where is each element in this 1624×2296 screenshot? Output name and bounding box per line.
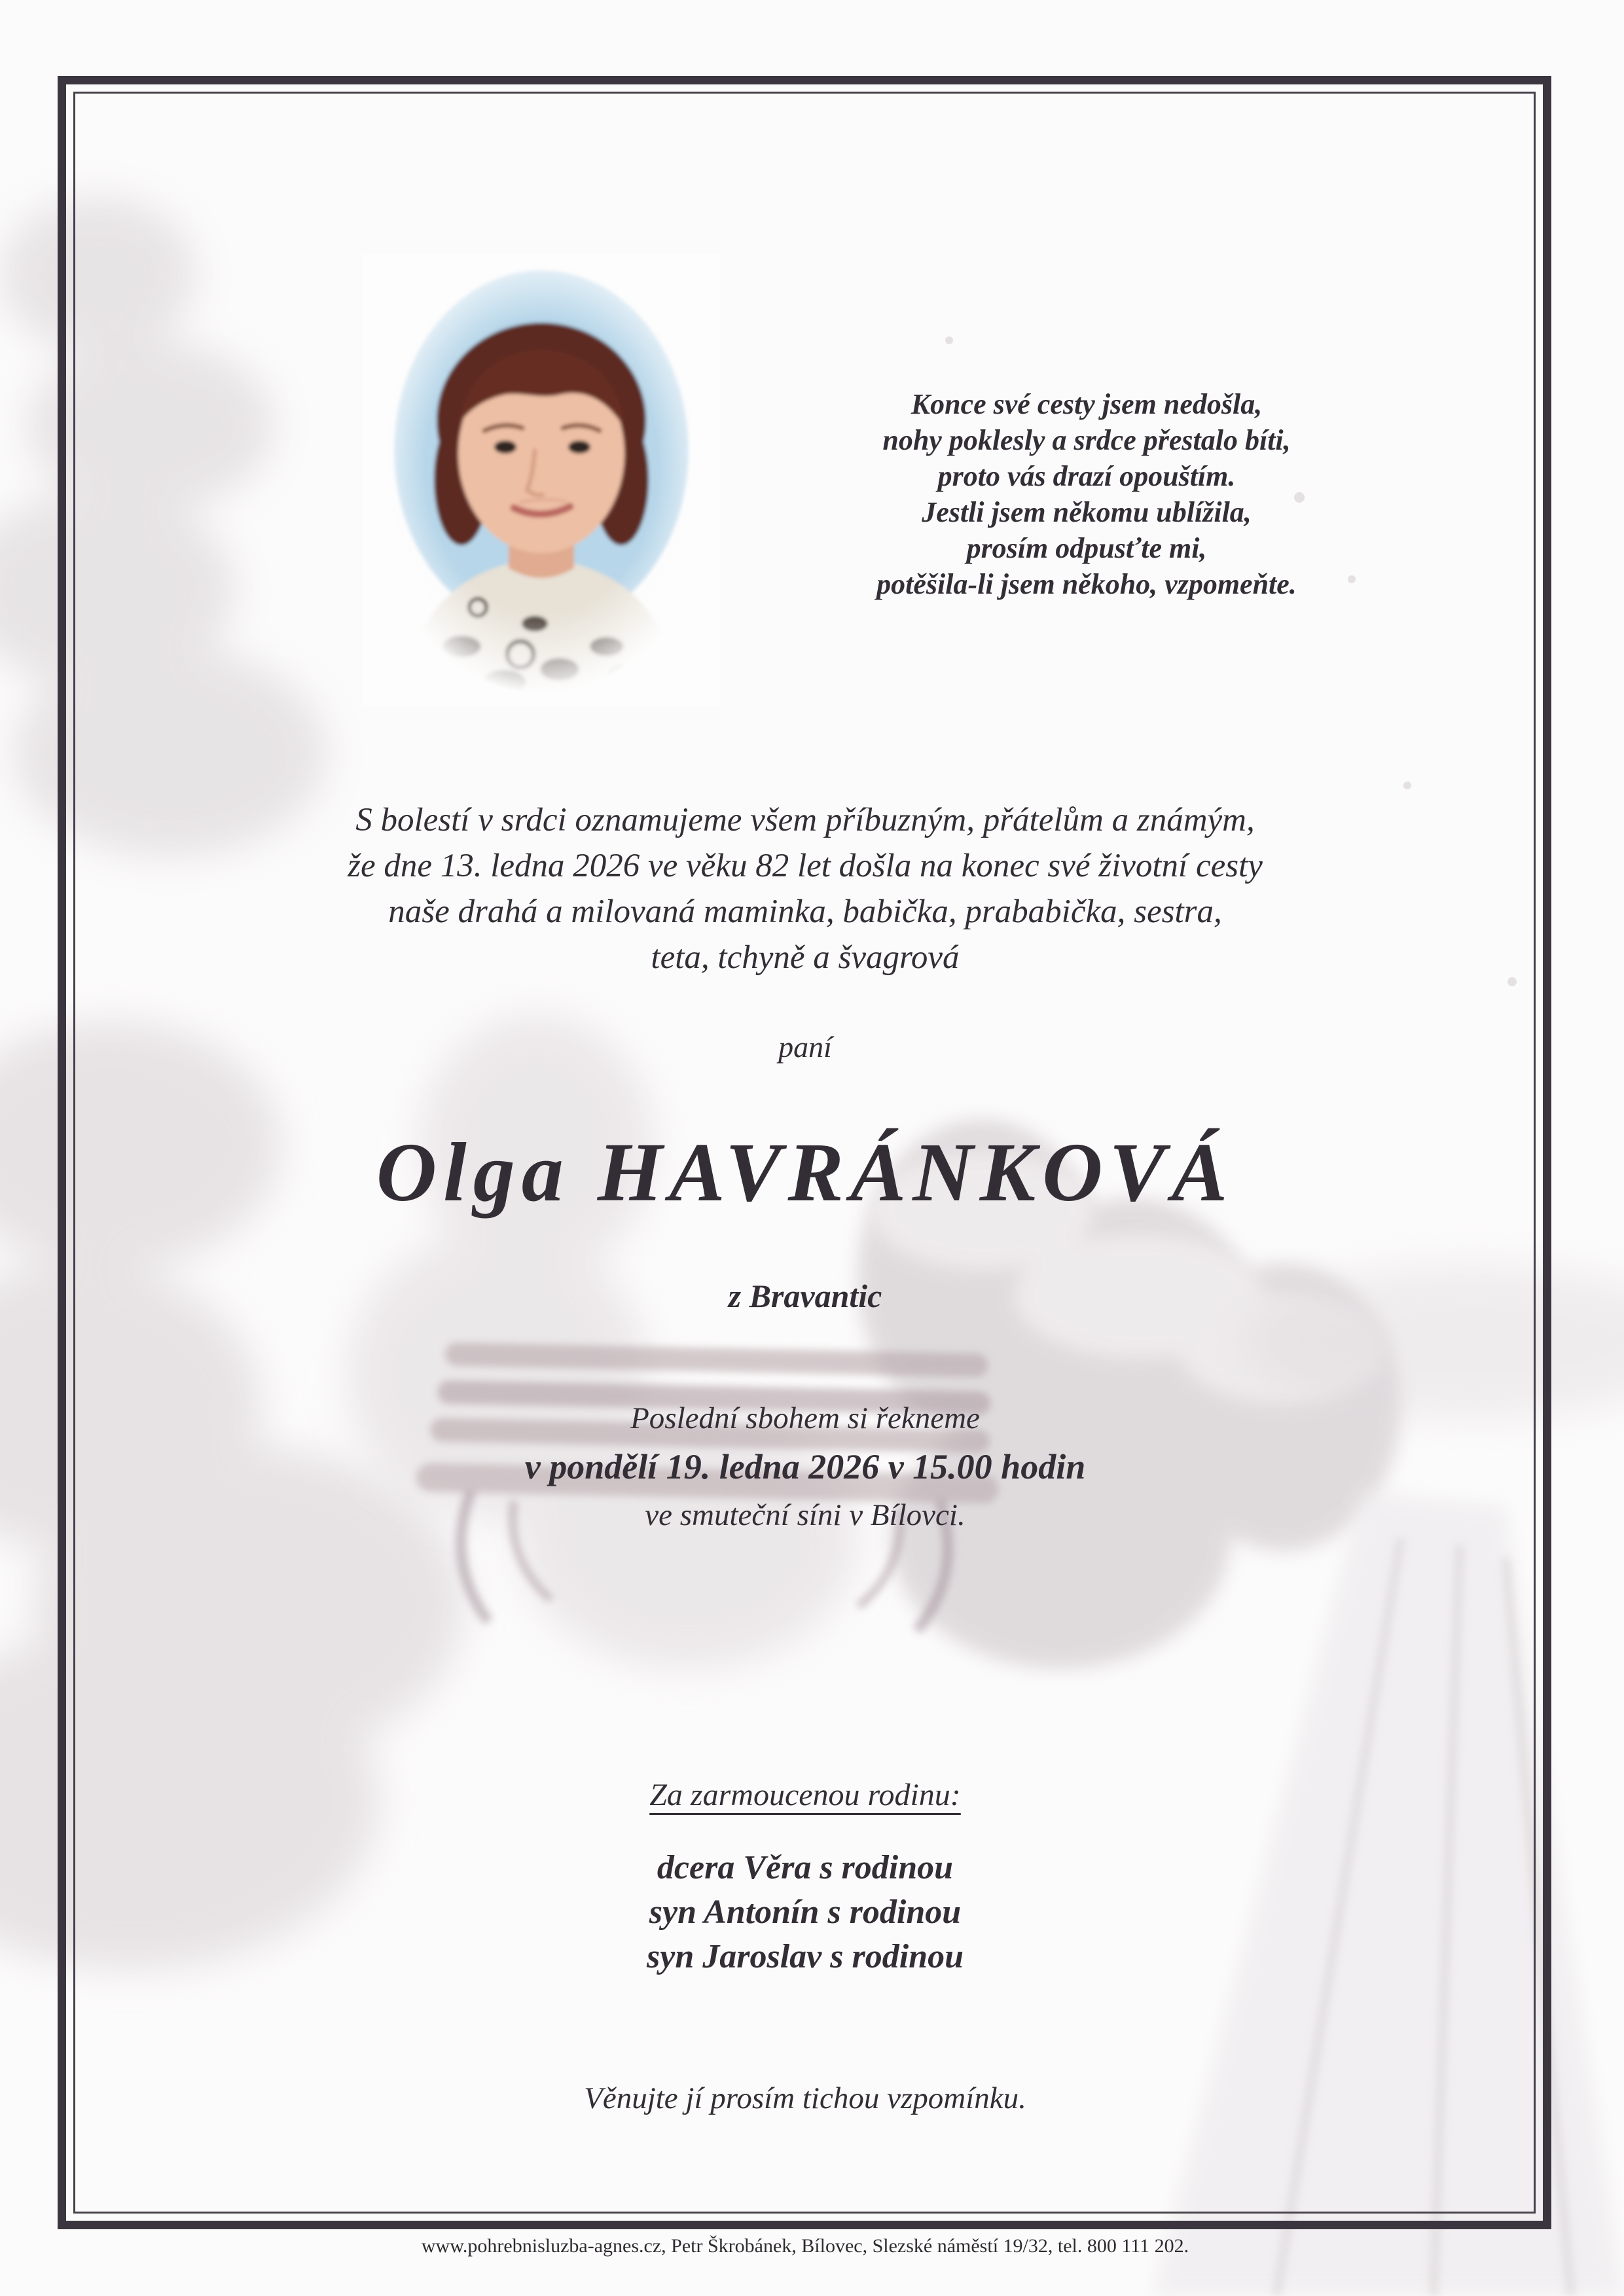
family-member: dcera Věra s rodinou xyxy=(657,1849,954,1886)
poem-line: potěšila-li jsem někoho, vzpomeňte. xyxy=(876,568,1297,600)
deceased-name: Olga HAVRÁNKOVÁ xyxy=(376,1126,1235,1219)
announcement-line: S bolestí v srdci oznamujeme všem příbuzným, přátelům a známým, xyxy=(355,802,1255,838)
title-prefix: paní xyxy=(778,1030,832,1064)
family-list xyxy=(85,1846,1525,1979)
deceased-origin: z Bravantic xyxy=(728,1278,882,1314)
poem-line: prosím odpusťte mi, xyxy=(966,532,1207,564)
portrait-photo xyxy=(363,254,720,706)
family-member: syn Antonín s rodinou xyxy=(649,1893,962,1931)
poem-line: Konce své cesty jsem nedošla, xyxy=(911,388,1263,420)
portrait-photo-graphic xyxy=(363,254,720,706)
farewell-details xyxy=(85,1399,1525,1534)
announcement-line: naše drahá a milovaná maminka, babička, prababička, sestra, xyxy=(388,893,1222,930)
family-member: syn Jaroslav s rodinou xyxy=(647,1938,964,1975)
photo-vignette xyxy=(363,254,720,706)
poem-line: nohy poklesly a srdce přestalo bíti, xyxy=(882,424,1291,456)
farewell-datetime: v pondělí 19. ledna 2026 v 15.00 hodin xyxy=(524,1447,1086,1486)
farewell-intro: Poslední sbohem si řekneme xyxy=(630,1401,980,1435)
farewell-location: ve smuteční síni v Bílovci. xyxy=(645,1498,965,1532)
closing-request: Věnujte jí prosím tichou vzpomínku. xyxy=(584,2081,1026,2115)
announcement-line: že dne 13. ledna 2026 ve věku 82 let došla na konec své životní cesty xyxy=(348,848,1263,884)
poem-line: proto vás drazí opouštím. xyxy=(937,460,1236,492)
family-heading: Za zarmoucenou rodinu: xyxy=(649,1778,961,1812)
funeral-service-footer: www.pohrebnisluzba-agnes.cz, Petr Škrobánek, Bílovec, Slezské náměstí 19/32, tel. 800 111 202. xyxy=(421,2235,1189,2257)
memorial-poem xyxy=(821,386,1352,602)
announcement-line: teta, tchyně a švagrová xyxy=(651,939,960,976)
death-announcement xyxy=(85,797,1525,980)
poem-line: Jestli jsem někomu ublížila, xyxy=(922,496,1252,528)
